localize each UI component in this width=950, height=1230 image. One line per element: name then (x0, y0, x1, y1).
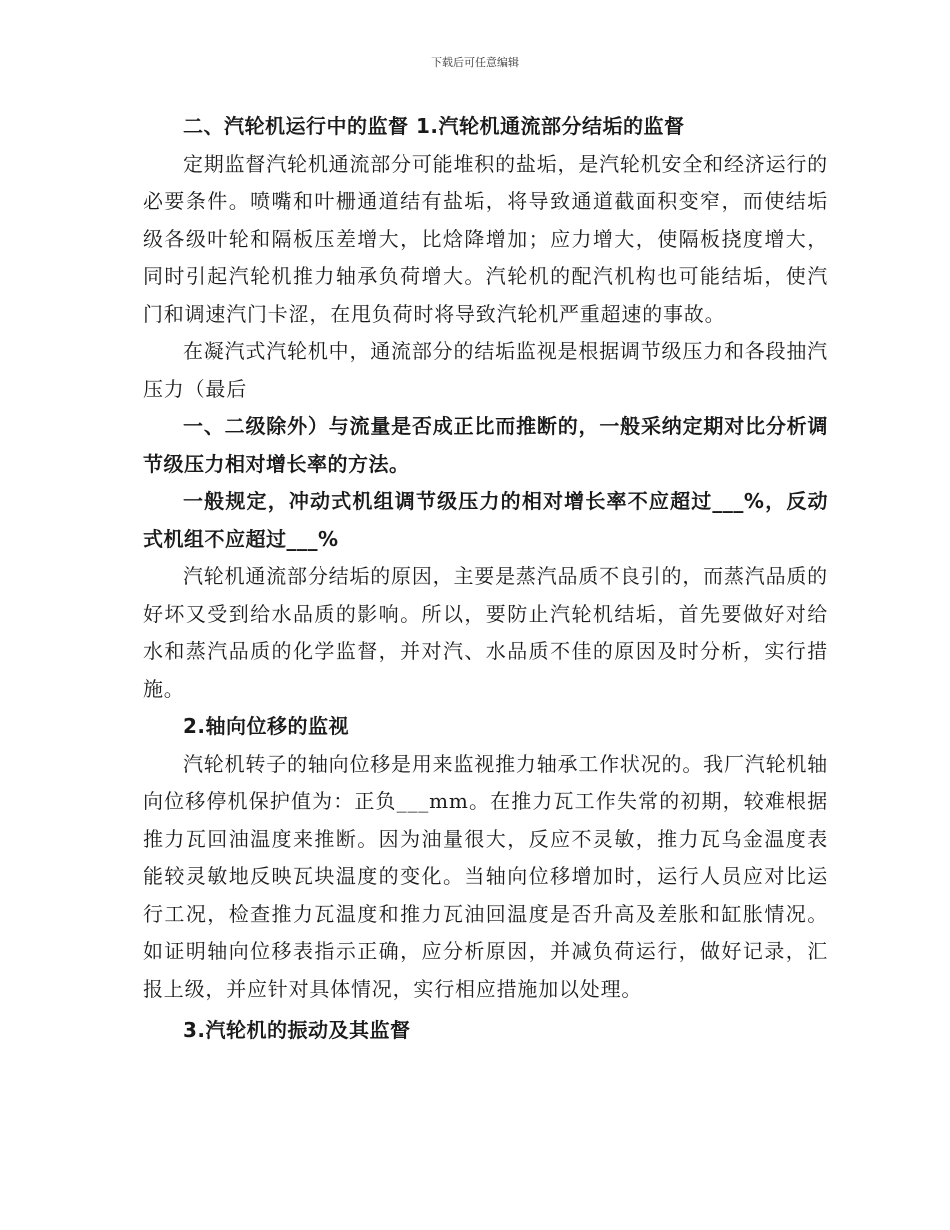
paragraph-pressure-ratio-method: 一、二级除外）与流量是否成正比而推断的，一般采纳定期对比分析调节级压力相对增长率的方法。 (143, 414, 828, 476)
page-header-note: 下载后可任意编辑 (431, 56, 519, 69)
paragraph-growth-rate-limits: 一般规定，冲动式机组调节级压力的相对增长率不应超过___%，反动式机组不应超过___% (143, 489, 828, 551)
paragraph-condensing-monitoring: 在凝汽式汽轮机中，通流部分的结垢监视是根据调节级压力和各段抽汽压力（最后 (143, 339, 828, 401)
section-title: 二、汽轮机运行中的监督 1.汽轮机通流部分结垢的监督 (183, 114, 685, 138)
paragraph-scaling-causes: 汽轮机通流部分结垢的原因，主要是蒸汽品质不良引的，而蒸汽品质的好坏又受到给水品质的影响。所以，要防止汽轮机结垢，首先要做好对给水和蒸汽品质的化学监督，并对汽、水品质不佳的原因及时分析，实行措施。 (143, 564, 828, 701)
subsection-axial-displacement-heading: 2.轴向位移的监视 (183, 714, 350, 738)
document-body (143, 108, 828, 1050)
paragraph-scaling-importance: 定期监督汽轮机通流部分可能堆积的盐垢，是汽轮机安全和经济运行的必要条件。喷嘴和叶栅通道结有盐垢，将导致通道截面积变窄，而使结垢级各级叶轮和隔板压差增大，比焓降增加；应力增大，使隔板挠度增大，同时引起汽轮机推力轴承负荷增大。汽轮机的配汽机构也可能结垢，使汽门和调速汽门卡涩，在甩负荷时将导致汽轮机严重超速的事故。 (143, 151, 828, 326)
subsection-vibration-heading: 3.汽轮机的振动及其监督 (183, 1018, 411, 1042)
paragraph-axial-displacement: 汽轮机转子的轴向位移是用来监视推力轴承工作状况的。我厂汽轮机轴向位移停机保护值为：正负___mm。在推力瓦工作失常的初期，较难根据推力瓦回油温度来推断。因为油量很大，反应不灵敏，推力瓦乌金温度表能较灵敏地反映瓦块温度的变化。当轴向位移增加时，运行人员应对比运行工况，检查推力瓦温度和推力瓦油回温度是否升高及差胀和缸胀情况。如证明轴向位移表指示正确，应分析原因，并减负荷运行，做好记录，汇报上级，并应针对具体情况，实行相应措施加以处理。 (143, 751, 828, 1001)
